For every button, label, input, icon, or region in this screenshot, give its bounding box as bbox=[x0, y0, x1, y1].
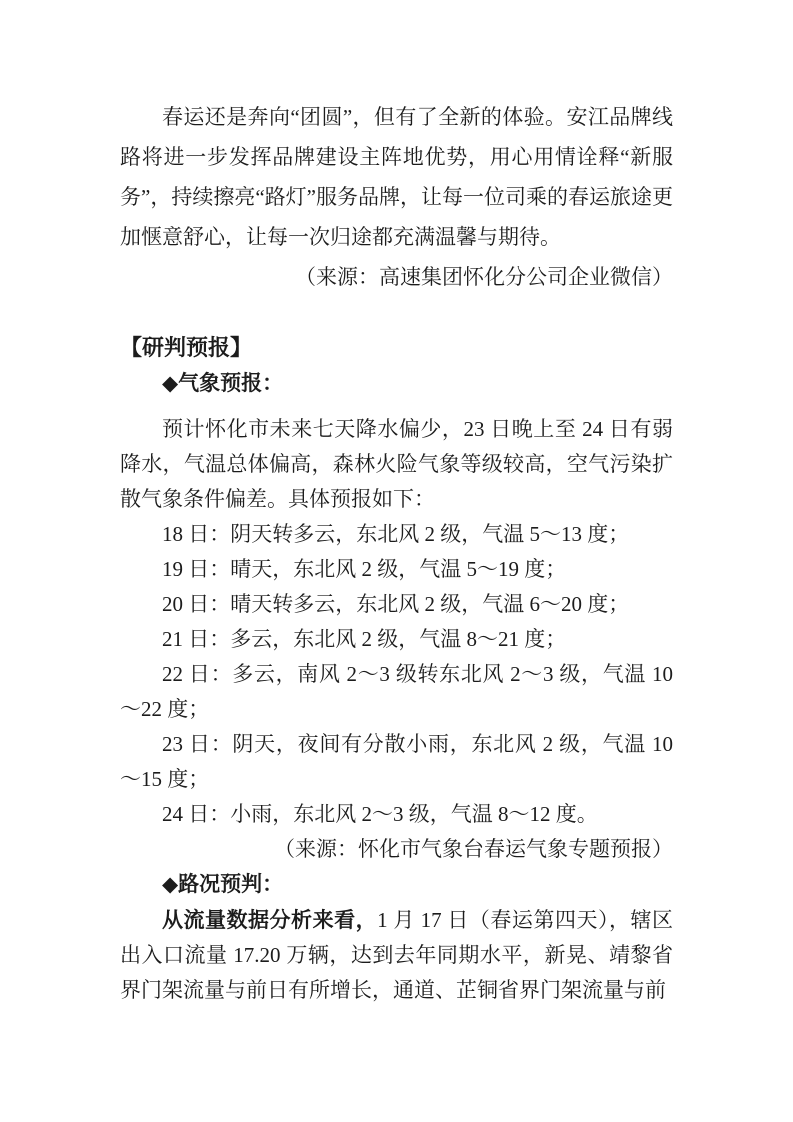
traffic-body-text: 1 月 17 日（春运第四天），辖区出入口流量 17.20 万辆，达到去年同期水平，新晃、靖黎省界门架流量与前日有所增长，通道、芷铜省界门架流量与前 bbox=[120, 908, 674, 1002]
forecast-line-day22: 22 日：多云，南风 2～3 级转东北风 2～3 级，气温 10～22 度； bbox=[120, 662, 673, 721]
forecast-line-day20: 20 日：晴天转多云，东北风 2 级，气温 6～20 度； bbox=[162, 592, 630, 616]
intro-source-line: （来源：高速集团怀化分公司企业微信） bbox=[295, 265, 673, 289]
forecast-line-day21: 21 日：多云，东北风 2 级，气温 8～21 度； bbox=[162, 627, 567, 651]
forecast-line-day24: 24 日：小雨，东北风 2～3 级，气温 8～12 度。 bbox=[162, 802, 598, 826]
traffic-lead-bold: 从流量数据分析来看， bbox=[162, 908, 378, 932]
intro-paragraph: 春运还是奔向“团圆”，但有了全新的体验。安江品牌线路将进一步发挥品牌建设主阵地优势，用心用情诠释“新服务”，持续擦亮“路灯”服务品牌，让每一位司乘的春运旅途更加惬意舒心，让每一次归途都充满温馨与期待。 bbox=[120, 105, 673, 249]
weather-intro-paragraph: 预计怀化市未来七天降水偏少，23 日晚上至 24 日有弱降水，气温总体偏高，森林火险气象等级较高，空气污染扩散气象条件偏差。具体预报如下： bbox=[120, 417, 673, 511]
traffic-paragraph bbox=[120, 903, 673, 1008]
forecast-line-day19: 19 日：晴天，东北风 2 级，气温 5～19 度； bbox=[162, 557, 567, 581]
forecast-line-day23: 23 日：阴天，夜间有分散小雨，东北风 2 级，气温 10～15 度； bbox=[120, 732, 673, 791]
section-heading-forecast: 【研判预报】 bbox=[120, 335, 253, 360]
weather-source-line: （来源：怀化市气象台春运气象专题预报） bbox=[274, 837, 673, 861]
weather-subheading: ◆气象预报： bbox=[162, 372, 284, 395]
traffic-subheading: ◆路况预判： bbox=[162, 873, 284, 896]
document-content bbox=[120, 97, 673, 1008]
forecast-line-day18: 18 日：阴天转多云，东北风 2 级，气温 5～13 度； bbox=[162, 522, 630, 546]
